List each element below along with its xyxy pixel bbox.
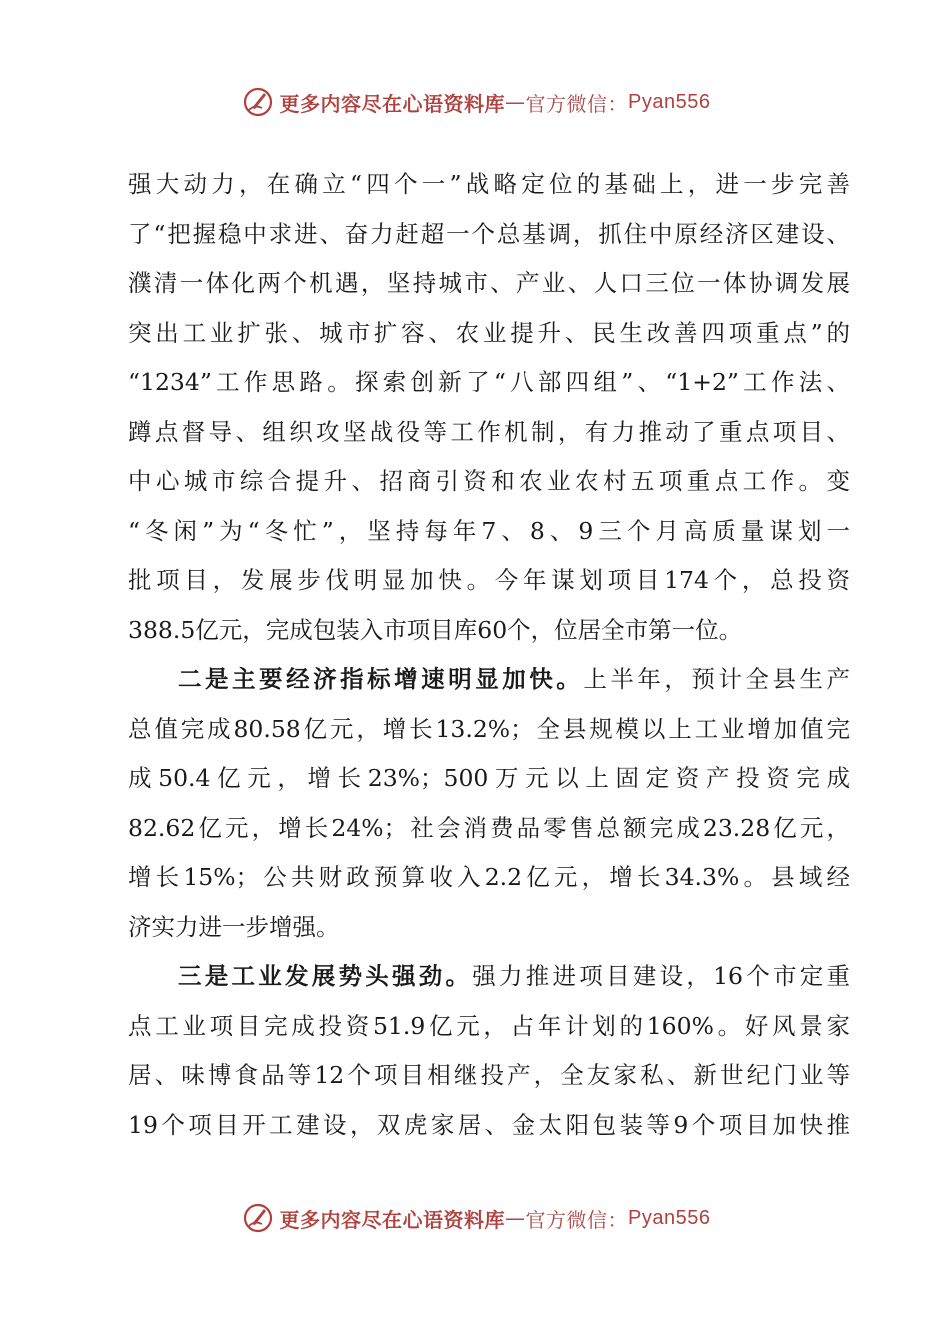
quill-circle-logo-icon [240, 84, 276, 120]
watermark-label: 官方微信： [525, 1207, 629, 1232]
watermark-wechat-id: Pyan556 [628, 90, 711, 113]
watermark-brand-text: 更多内容尽在心语资料库 [279, 1207, 506, 1232]
text-line: 成50.4亿元，增长23%；500万元以上固定资产投资完成 [128, 764, 850, 792]
paragraph-3-first-rest: 强力推进项目建设，16个市定重 [472, 962, 850, 990]
text-line: 居、味博食品等12个项目相继投产，全友家私、新世纪门业等 [128, 1061, 850, 1089]
text-line: 19个项目开工建设，双虎家居、金太阳包装等9个项目加快推 [128, 1110, 850, 1139]
text-line: “1234”工作思路。探索创新了“八部四组”、“1+2”工作法、 [128, 368, 850, 396]
text-line: 总值完成80.58亿元，增长13.2%；全县规模以上工业增加值完 [128, 714, 850, 743]
watermark-label: 官方微信： [525, 91, 629, 116]
paragraph-2-heading: 二是主要经济指标增速明显加快。 [178, 665, 584, 693]
bottom-watermark-banner [0, 1198, 950, 1238]
text-line: 中心城市综合提升、招商引资和农业农村五项重点工作。变 [128, 467, 850, 495]
text-line: 济实力进一步增强。 [128, 912, 340, 941]
text-line: 突出工业扩张、城市扩容、农业提升、民生改善四项重点”的 [128, 318, 850, 347]
text-line: 了“把握稳中求进、奋力赶超一个总基调，抓住中原经济区建设、 [128, 219, 850, 248]
paragraph-2-first-rest: 上半年，预计全县生产 [583, 665, 850, 693]
watermark-wechat-id: Pyan556 [628, 1206, 711, 1229]
text-line: 蹲点督导、组织攻坚战役等工作机制，有力推动了重点项目、 [128, 417, 850, 446]
watermark-brand-text: 更多内容尽在心语资料库 [279, 91, 506, 116]
text-line: 濮清一体化两个机遇，坚持城市、产业、人口三位一体协调发展 [128, 269, 850, 297]
text-line: 388.5亿元，完成包装入市项目库60个，位居全市第一位。 [128, 615, 743, 644]
paragraph-3-heading: 三是工业发展势头强劲。 [178, 962, 473, 990]
paragraph-3-first-line [128, 952, 850, 1002]
text-line: 82.62亿元，增长24%；社会消费品零售总额完成23.28亿元， [128, 813, 850, 842]
text-line: 批项目，发展步伐明显加快。今年谋划项目174个，总投资 [128, 566, 850, 594]
text-line: 强大动力，在确立“四个一”战略定位的基础上，进一步完善 [128, 170, 850, 198]
watermark-dash: — [505, 1206, 526, 1230]
paragraph-2-first-line [128, 655, 850, 705]
watermark-dash: — [505, 90, 526, 114]
text-line: 增长15%；公共财政预算收入2.2亿元，增长34.3%。县域经 [128, 863, 850, 891]
text-line: “冬闲”为“冬忙”，坚持每年7、8、9三个月高质量谋划一 [128, 516, 850, 545]
document-body [128, 160, 850, 1160]
top-watermark-banner [0, 82, 950, 122]
quill-circle-logo-icon [240, 1200, 276, 1236]
text-line: 点工业项目完成投资51.9亿元，占年计划的160%。好风景家 [128, 1011, 850, 1040]
